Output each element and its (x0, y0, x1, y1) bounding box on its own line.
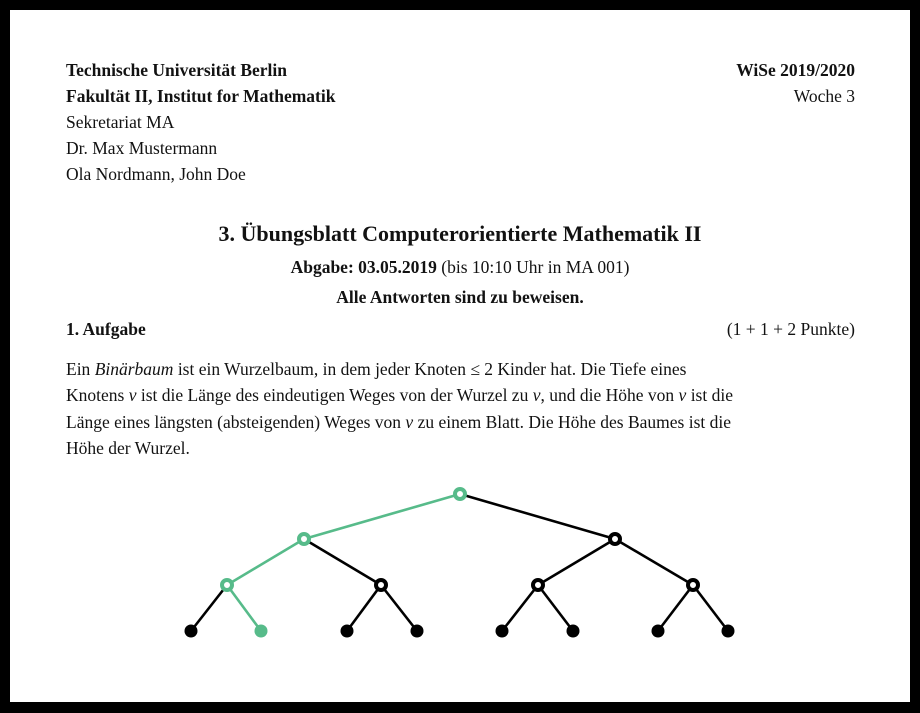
deadline-line (10, 255, 910, 279)
paragraph-text: ist die (686, 385, 733, 406)
paragraph-text: ist die Länge des eindeutigen Weges von der Wurzel zu (136, 385, 533, 406)
semester-label: WiSe 2019/2020 (736, 60, 855, 80)
paragraph-text: Höhe der Wurzel. (66, 438, 190, 459)
math-term: v (405, 411, 414, 432)
sheet-title: 3. Übungsblatt Computerorientierte Mathematik II (218, 221, 702, 246)
paragraph-line (66, 382, 858, 408)
math-term: Binärbaum (94, 359, 174, 379)
paragraph-text: zu einem Blatt. Die Höhe des Baumes ist die (413, 411, 732, 432)
paragraph-text: , und die Höhe von (540, 385, 679, 406)
math-term: v (678, 385, 687, 406)
header-left-block (66, 57, 335, 187)
faculty-name: Fakultät II, Institut for Mathematik (66, 86, 336, 106)
math-term: v (128, 385, 137, 406)
paragraph-text: Knotens (66, 385, 129, 406)
paragraph-line (66, 356, 858, 382)
exercise-number-label: 1. Aufgabe (66, 319, 146, 339)
lecturer-name: Dr. Max Mustermann (66, 138, 218, 158)
week-label: Woche 3 (793, 86, 855, 106)
math-term: v (532, 385, 541, 406)
proof-note: Alle Antworten sind zu beweisen. (336, 287, 584, 307)
paragraph-text: ist ein Wurzelbaum, in dem jeder Knoten ≤ 2 Kinder hat. Die Tiefe eines (173, 359, 687, 379)
paragraph-text: Länge eines längsten (absteigenden) Weges von (66, 411, 406, 432)
title-block (10, 221, 910, 309)
exercise-paragraph (66, 356, 858, 462)
assistants-names: Ola Nordmann, John Doe (66, 164, 246, 184)
deadline-details: (bis 10:10 Uhr in MA 001) (436, 257, 630, 277)
secretariat: Sekretariat MA (66, 112, 175, 132)
deadline-date: Abgabe: 03.05.2019 (290, 257, 437, 277)
header-right-block (736, 57, 855, 109)
paragraph-text: Ein (66, 359, 95, 379)
exercise-heading-row (66, 319, 855, 340)
university-name: Technische Universität Berlin (66, 60, 288, 80)
paragraph-line (66, 409, 858, 435)
exercise-points: (1 + 1 + 2 Punkte) (726, 319, 855, 339)
paragraph-line (66, 435, 858, 461)
